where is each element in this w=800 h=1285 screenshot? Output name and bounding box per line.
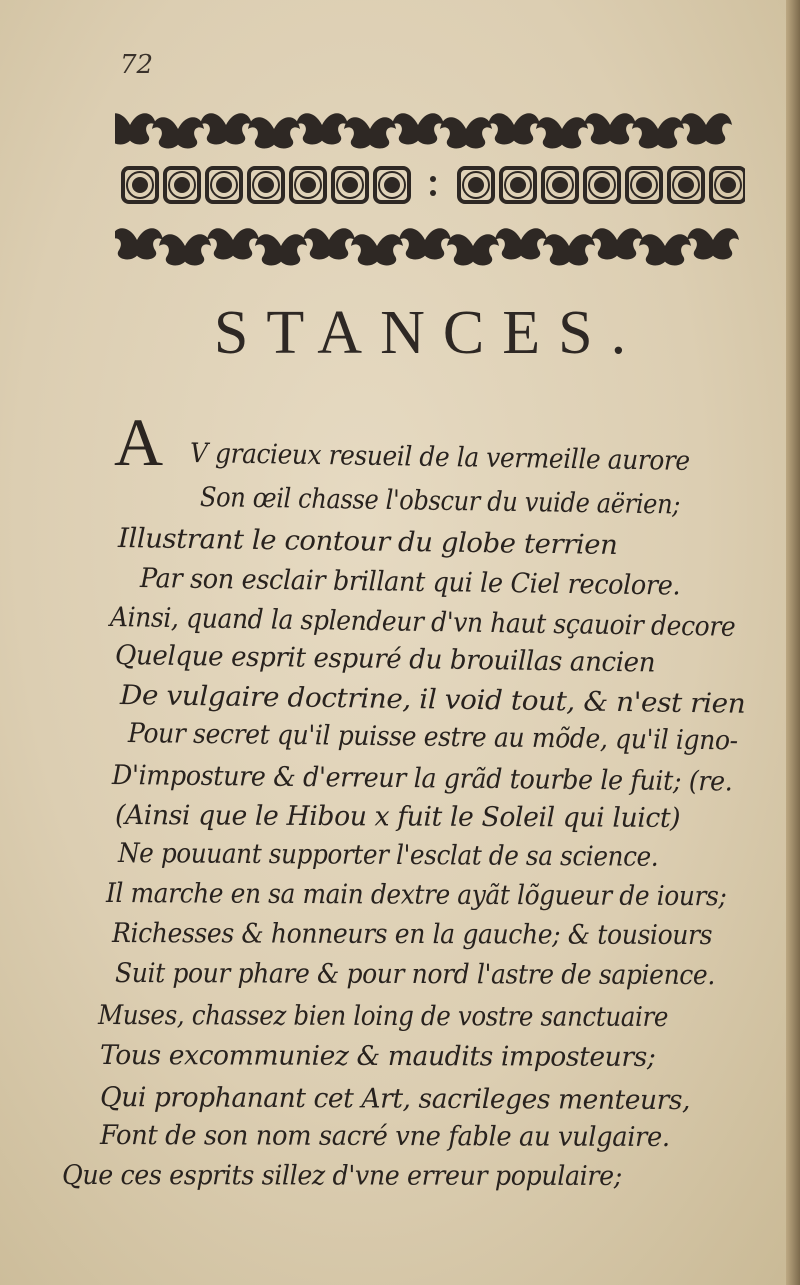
poem-line: Muses, chassez bien loing de vostre sanctuaire (97, 1000, 669, 1033)
rosette-center-icon (468, 177, 484, 193)
drop-cap: A (114, 404, 164, 480)
fleuron-icon (687, 228, 739, 259)
fleuron-icon (639, 234, 691, 265)
poem-line: Richesses & honneurs en la gauche; & tousiours (111, 918, 713, 952)
fleuron-icon (536, 117, 588, 148)
page-edge (786, 0, 800, 1285)
fleuron-icon (392, 113, 444, 144)
fleuron-icon (351, 234, 403, 265)
rosette-center-icon (342, 177, 358, 193)
poem-line: V gracieux resueil de la vermeille aurore (189, 438, 690, 477)
poem-line: Qui prophanant cet Art, sacrileges menteurs, (99, 1082, 691, 1117)
page-title (0, 298, 800, 369)
fleuron-icon (488, 113, 540, 144)
fleuron-icon (584, 113, 636, 144)
ornament-headpiece (115, 95, 745, 275)
title-period: . (610, 299, 627, 367)
poem-line: Que ces esprits sillez d'vne erreur populaire; (61, 1160, 622, 1192)
fleuron-icon (632, 117, 684, 148)
fleuron-icon (255, 234, 307, 265)
rosette-center-icon (258, 177, 274, 193)
poem-line: Son œil chasse l'obscur du vuide aërien; (199, 482, 681, 521)
rosette-center-icon (300, 177, 316, 193)
title-text: STANCES (213, 299, 611, 367)
rosette-center-icon (720, 177, 736, 193)
fleuron-icon (115, 113, 156, 144)
poem-line: Quelque esprit espuré du brouillas ancien (114, 640, 656, 679)
poem-line: Il marche en sa main dextre ayãt lõgueur de iours; (105, 878, 727, 913)
rosette-center-icon (594, 177, 610, 193)
fleuron-icon (303, 228, 355, 259)
fleuron-icon (207, 228, 259, 259)
fleuron-icon (543, 234, 595, 265)
fleuron-icon (152, 117, 204, 148)
fleuron-icon (159, 234, 211, 265)
fleuron-icon (344, 117, 396, 148)
rosette-center-icon (552, 177, 568, 193)
fleuron-icon (591, 228, 643, 259)
page-number: 72 (120, 50, 154, 80)
fleuron-icon (296, 113, 348, 144)
fleuron-icon (399, 228, 451, 259)
fleuron-icon (495, 228, 547, 259)
poem-line: Par son esclair brillant qui le Ciel recolore. (139, 563, 681, 602)
poem-line: D'imposture & d'erreur la grãd tourbe le fuit; (re. (111, 760, 733, 798)
fleuron-icon (447, 234, 499, 265)
poem-line: Ainsi, quand la splendeur d'vn haut sçauoir decore (109, 602, 736, 643)
poem-line: (Ainsi que le Hibou x fuit le Soleil qui luict) (114, 800, 681, 834)
poem-line: Illustrant le contour du globe terrien (117, 523, 618, 561)
rosette-center-icon (174, 177, 190, 193)
rosette-center-icon (510, 177, 526, 193)
ornament-dot-icon (430, 176, 436, 182)
poem-line: Ne pouuant supporter l'esclat de sa science. (117, 838, 659, 873)
fleuron-icon (680, 113, 732, 144)
ornament-dot-icon (430, 190, 436, 196)
poem-line: Pour secret qu'il puisse estre au mõde, qu'il igno- (127, 718, 738, 757)
fleuron-icon (200, 113, 252, 144)
rosette-center-icon (384, 177, 400, 193)
fleuron-icon (440, 117, 492, 148)
rosette-center-icon (678, 177, 694, 193)
poem-line: Font de son nom sacré vne fable au vulgaire. (99, 1120, 670, 1153)
poem-line: Tous excommuniez & maudits imposteurs; (99, 1040, 656, 1073)
poem-line: De vulgaire doctrine, il void tout, & n'est rien (119, 680, 746, 720)
rosette-center-icon (216, 177, 232, 193)
poem-line: Suit pour phare & pour nord l'astre de sapience. (114, 958, 716, 992)
rosette-center-icon (132, 177, 148, 193)
rosette-center-icon (636, 177, 652, 193)
fleuron-icon (248, 117, 300, 148)
fleuron-icon (115, 228, 163, 259)
